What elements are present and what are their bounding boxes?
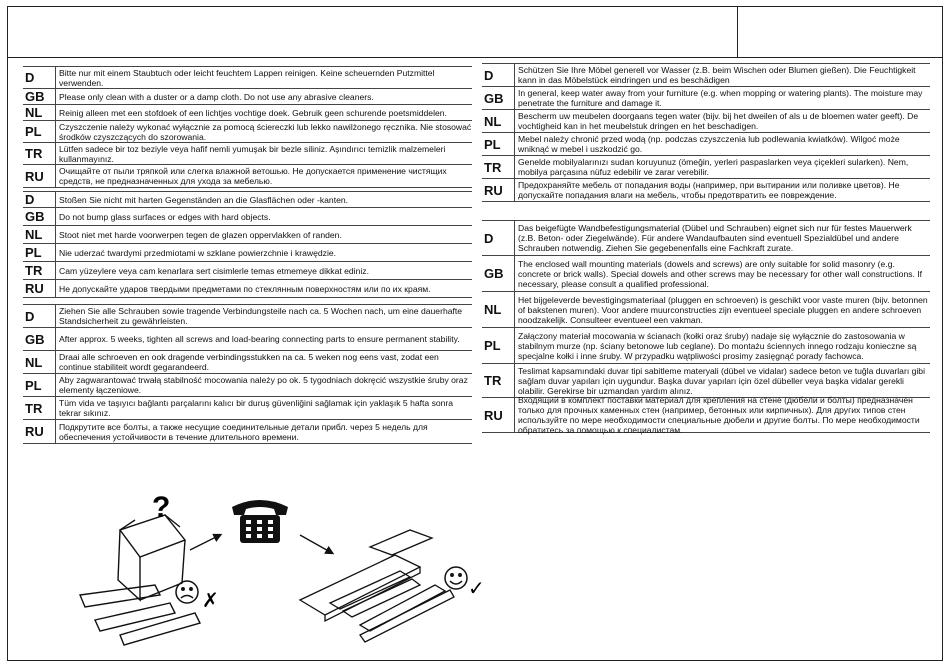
instruction-text: Stoot niet met harde voorwerpen tegen de glazen oppervlakken of randen. [55,226,472,243]
instruction-text: Czyszczenie należy wykonać wyłącznie za pomocą ściereczki lub lekko nawilżonego ręcznika. Nie stosować środków czyszczących do szorowania. [55,121,472,142]
page-header-box [7,6,943,58]
instruction-text: Stoßen Sie nicht mit harten Gegenständen an die Glasflächen oder -kanten. [55,192,472,207]
assembled-panels-icon [300,530,454,642]
instruction-text: Подкрутите все болты, а также несущие соединительные детали прибл. через 5 недель для обеспечения устойчивости в течение длительного времени. [55,420,472,443]
language-code: NL [25,354,43,370]
instruction-row [23,305,472,328]
instruction-row [482,364,930,398]
cross-mark: ✗ [202,588,219,612]
instruction-row [23,208,472,226]
instruction-row [482,256,930,292]
instruction-text: Reinig alleen met een stofdoek of een lichtjes vochtige doek. Gebruik geen schurende poetsmiddelen. [55,105,472,120]
language-code: NL [484,113,502,129]
language-code: NL [25,105,43,120]
language-code: GB [25,331,45,347]
instruction-text: Mebel należy chronić przed wodą (np. podczas czyszczenia lub podlewania kwiatków). Wilgoć może wniknąć w mebel i uszkodzić go. [514,133,930,155]
instruction-text: Cam yüzeylere veya cam kenarlara sert cisimlerle temas etmemeye dikkat ediniz. [55,262,472,279]
language-code: RU [484,407,503,423]
instruction-row [23,89,472,105]
arrow-to-phone [190,535,220,550]
language-code: RU [484,182,503,198]
language-code: RU [25,168,44,184]
instruction-text: Please only clean with a duster or a damp cloth. Do not use any abrasive cleaners. [55,89,472,104]
language-code: TR [484,159,502,175]
sad-face-icon [176,581,198,603]
instruction-row [23,328,472,351]
telephone-icon [232,500,288,543]
instruction-row [23,351,472,374]
instruction-row [23,244,472,262]
instruction-text: Załączony materiał mocowania w ścianach (kołki oraz śruby) nadaje się wyłącznie do zastosowania w stabilnym murze (np. ściany betonowe lub ceglane). Do montażu ściennych innego rodzaju konieczne są specjalne kołki i inne śruby. W przypadku wątpliwości prosimy zasięgnąć porady fachowca. [514,328,930,363]
language-code: D [484,67,494,83]
instruction-text: Het bijgeleverde bevestigingsmateriaal (pluggen en schroeven) is geschikt voor vaste muren (bijv. betonnen of bakstenen muren). Voor andere muurconstructies zijn eventueel speciale pluggen en andere schroeven noodzakelijk. Consulteer eventueel een vakman. [514,292,930,327]
instruction-row [482,110,930,133]
instruction-row [482,87,930,110]
language-code: PL [25,245,42,260]
instruction-row [23,192,472,208]
language-code: TR [484,373,502,388]
question-mark: ? [152,491,171,524]
instruction-text: The enclosed wall mounting materials (dowels and screws) are only suitable for solid masonry (e.g. concrete or brick walls). Special dowels and other screws may be necessary for other wall constructions. If necessary, please consult a qualified professional. [514,256,930,291]
language-code: RU [25,424,44,439]
instruction-text: Очищайте от пыли тряпкой или слегка влажной ветошью. Не допускается применение чистящих средств, не предназначенных для ухода за мебелью. [55,165,472,187]
instruction-row [23,374,472,397]
instruction-row [482,133,930,156]
language-code: NL [484,302,502,317]
language-code: D [25,308,35,324]
instruction-text: Bescherm uw meubelen doorgaans tegen water (bijv. bij het dweilen of als u de bloemen water geeft). De vochtigheid kan in het meubelstuk dringen en het beschadigen. [514,110,930,132]
check-mark: ✓ [468,576,485,600]
arrow-to-assembly [300,535,332,553]
language-code: GB [25,209,45,224]
instruction-row [23,105,472,121]
instruction-text: Draai alle schroeven en ook dragende verbindingsstukken na ca. 5 weken nog eens vast, zodat een continue stabiliteit wordt gegarandeerd. [55,351,472,373]
language-code: GB [484,90,504,106]
language-code: PL [484,136,501,152]
instruction-row [482,328,930,364]
instruction-text: Do not bump glass surfaces or edges with hard objects. [55,208,472,225]
instruction-text: Schützen Sie Ihre Möbel generell vor Wasser (z.B. beim Wischen oder Blumen gießen). Die Feuchtigkeit kann in das Möbelstück eindringen und es beschädigen [514,64,930,86]
instruction-row [23,121,472,143]
care-illustration [60,485,490,655]
instruction-row [482,64,930,87]
language-code: PL [484,338,501,353]
language-code: PL [25,377,42,393]
instruction-row [23,397,472,420]
wall-mounting-block [482,220,930,433]
instruction-row [23,165,472,188]
water-protection-block [482,63,930,202]
box-with-parts-icon [80,515,200,645]
instruction-row [23,280,472,298]
instruction-row [23,143,472,165]
instruction-row [482,179,930,202]
instruction-text: Nie uderzać twardymi przedmiotami w szklane powierzchnie i krawędzie. [55,244,472,261]
instruction-row [482,395,930,435]
instruction-row [482,292,930,328]
language-code: TR [25,263,43,278]
instruction-text: Предохраняйте мебель от попадания воды (например, при вытирании или поливке цветов). Не допускайте попадания влаги на мебель, чтобы предотвратить ее повреждение. [514,179,930,201]
instruction-row [23,226,472,244]
instruction-text: Lütfen sadece bir toz beziyle veya hafif nemli yumuşak bir bezle siliniz. Aşındırıcı temizlik malzemeleri kullanmayınız. [55,143,472,164]
glass-care-block [23,191,472,298]
instruction-text: After approx. 5 weeks, tighten all screws and load-bearing connecting parts to ensure permanent stability. [55,328,472,350]
language-code: D [25,70,35,85]
screw-tightening-block [23,304,472,444]
language-code: PL [25,124,42,139]
instruction-row [23,262,472,280]
language-code: RU [25,281,44,296]
language-code: D [484,230,494,246]
care-cleaning-block [23,66,472,188]
instruction-text: In general, keep water away from your furniture (e.g. when mopping or watering plants). The moisture may penetrate the furniture and damage it. [514,87,930,109]
instruction-row [23,67,472,89]
instruction-text: Aby zagwarantować trwałą stabilność mocowania należy po ok. 5 tygodniach dokręcić wszystkie śruby oraz elementy łączeniowe. [55,374,472,396]
instruction-text: Bitte nur mit einem Staubtuch oder leicht feuchtem Lappen reinigen. Keine scheuernden Putzmittel verwenden. [55,67,472,88]
instruction-text: Teslimat kapsamındaki duvar tipi sabitleme materyali (dübel ve vidalar) sadece beton ve tuğla duvarları gibi sağlam duvar yapıları için uygundur. Başka duvar yapıları için özel dübeller veya başka vidalar gerekli olabilir. Gerekirse bir uzmandan yardım alınız. [514,364,930,397]
instruction-text: Не допускайте ударов твердыми предметами по стеклянным поверхностям или по их краям. [55,280,472,297]
language-code: TR [25,146,43,161]
instruction-row [23,420,472,444]
language-code: TR [25,400,43,416]
instruction-text: Tüm vida ve taşıyıcı bağlantı parçalarını kalıcı bir duruş güvenliğini sağlamak için yaklaşık 5 hafta sonra tekrar sıkınız. [55,397,472,419]
instruction-row [482,221,930,256]
instruction-text: Genelde mobilyalarınızı sudan koruyunuz (ömeğin, yerleri paspaslarken veya çiçekleri sularken). Nem, mobilya parçasına nüfuz edebilir ve zarar verebilir. [514,156,930,178]
instruction-text: Das beigefügte Wandbefestigungsmaterial (Dübel und Schrauben) eignet sich nur für festes Mauerwerk (z.B. Beton- oder Ziegelwände). Für andere Wandaufbauten sind eventuell Spezialdübel und andere Schrauben notwendig. Ziehen Sie gegebenenfalls eine Fachkraft zurate. [514,221,930,255]
language-code: GB [25,89,45,104]
instruction-row [482,156,930,179]
instruction-text: Ziehen Sie alle Schrauben sowie tragende Verbindungsteile nach ca. 5 Wochen nach, um eine dauerhafte Standsicherheit zu gewährleisten. [55,305,472,327]
instruction-text: Входящий в комплект поставки материал для крепления на стене (дюбели и болты) предназначен только для прочных каменных стен (например, бетонных или кирпичных). Для других типов стен используйте по мере необходимости специальные дюбели и другие болты. По мере необходимости обратитесь за помощью к специалистам. [514,398,930,432]
language-code: GB [484,266,504,281]
language-code: D [25,192,35,207]
happy-face-icon [445,567,467,589]
language-code: NL [25,227,43,242]
